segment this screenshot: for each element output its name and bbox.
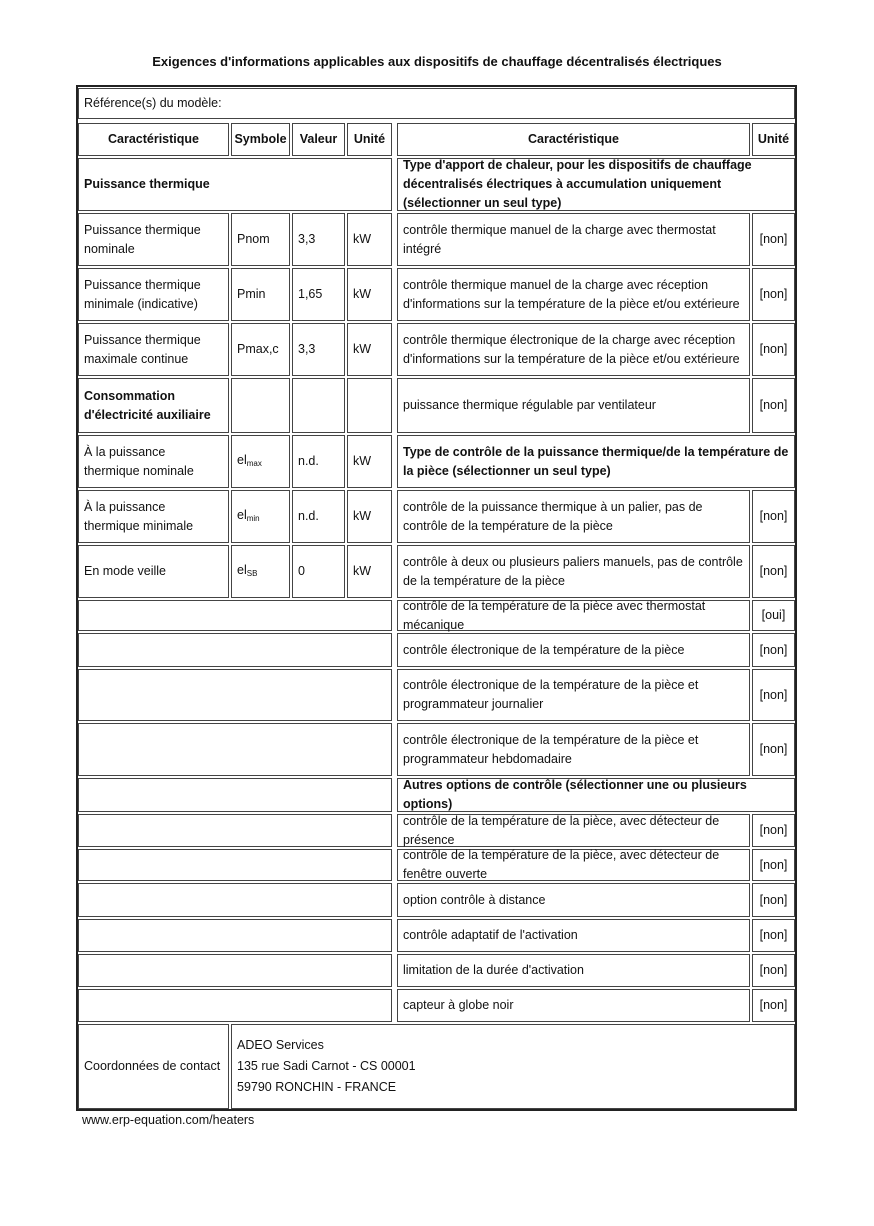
- right-row-unit: [non]: [752, 849, 795, 881]
- left-header-unit: Unité: [347, 123, 392, 156]
- footer-url-link[interactable]: www.erp-equation.com/heaters: [82, 1113, 255, 1127]
- row-unit-pmaxc: kW: [347, 323, 392, 376]
- row-unit-elmin: kW: [347, 490, 392, 543]
- row-symbol-pnom: Pnom: [231, 213, 290, 266]
- row-label-pmin: Puissance thermique minimale (indicative): [78, 268, 229, 321]
- right-row-label: option contrôle à distance: [397, 883, 750, 917]
- empty-left-cell: [78, 919, 392, 952]
- contact-address: [231, 1024, 795, 1109]
- empty-left-cell: [78, 849, 392, 881]
- section-control-type: Type de contrôle de la puissance thermique/de la température de la pièce (sélectionner un seul type): [397, 435, 795, 488]
- right-row-label: contrôle à deux ou plusieurs paliers manuels, pas de contrôle de la température de la pièce: [397, 545, 750, 598]
- empty-left-cell: [78, 723, 392, 776]
- left-header-symbol: Symbole: [231, 123, 290, 156]
- section-aux-consumption: Consommation d'électricité auxiliaire: [78, 378, 229, 433]
- row-label-elmax: À la puissance thermique nominale: [78, 435, 229, 488]
- row-symbol-pmaxc: Pmax,c: [231, 323, 290, 376]
- left-header-characteristic: Caractéristique: [78, 123, 229, 156]
- empty-left-cell: [78, 778, 392, 812]
- contact-company: ADEO Services: [237, 1038, 324, 1052]
- section-heat-output: Puissance thermique: [78, 158, 392, 211]
- row-symbol-elsb: [231, 545, 290, 598]
- row-symbol-pmin: Pmin: [231, 268, 290, 321]
- row-unit-elmax: kW: [347, 435, 392, 488]
- contact-street: 135 rue Sadi Carnot - CS 00001: [237, 1059, 416, 1073]
- empty-left-cell: [78, 669, 392, 721]
- empty-cell: [292, 378, 345, 433]
- contact-label: Coordonnées de contact: [78, 1024, 229, 1109]
- right-row-label: contrôle électronique de la température de la pièce et programmateur journalier: [397, 669, 750, 721]
- row-label-elsb: En mode veille: [78, 545, 229, 598]
- empty-left-cell: [78, 989, 392, 1022]
- right-row-unit: [non]: [752, 883, 795, 917]
- right-row-unit: [non]: [752, 723, 795, 776]
- row-value-elmax: n.d.: [292, 435, 345, 488]
- symbol-subscript: max: [246, 458, 262, 468]
- row-label-pnom: Puissance thermique nominale: [78, 213, 229, 266]
- row-value-pmin: 1,65: [292, 268, 345, 321]
- right-row-unit: [non]: [752, 378, 795, 433]
- empty-cell: [347, 378, 392, 433]
- right-row-unit: [non]: [752, 213, 795, 266]
- right-row-unit: [non]: [752, 989, 795, 1022]
- right-row-unit: [non]: [752, 490, 795, 543]
- row-symbol-elmin: [231, 490, 290, 543]
- right-row-label: contrôle adaptatif de l'activation: [397, 919, 750, 952]
- section-heat-input-type: Type d'apport de chaleur, pour les dispositifs de chauffage décentralisés électriques à accumulation uniquement (sélectionner un seul type): [397, 158, 795, 211]
- right-header-unit: Unité: [752, 123, 795, 156]
- right-row-unit: [non]: [752, 669, 795, 721]
- left-header-value: Valeur: [292, 123, 345, 156]
- right-row-label: contrôle de la température de la pièce, avec détecteur de fenêtre ouverte: [397, 849, 750, 881]
- empty-cell: [231, 378, 290, 433]
- right-row-label: contrôle thermique manuel de la charge avec thermostat intégré: [397, 213, 750, 266]
- model-reference-label: Référence(s) du modèle:: [78, 88, 795, 119]
- row-symbol-elmax: [231, 435, 290, 488]
- right-row-label: contrôle de la température de la pièce, avec détecteur de présence: [397, 814, 750, 847]
- right-row-unit: [non]: [752, 323, 795, 376]
- right-row-label: limitation de la durée d'activation: [397, 954, 750, 987]
- symbol-base: el: [237, 452, 247, 467]
- row-unit-elsb: kW: [347, 545, 392, 598]
- symbol-base: el: [237, 507, 247, 522]
- empty-left-cell: [78, 600, 392, 631]
- row-value-elmin: n.d.: [292, 490, 345, 543]
- right-row-label: capteur à globe noir: [397, 989, 750, 1022]
- symbol-subscript: min: [246, 513, 260, 523]
- row-value-elsb: 0: [292, 545, 345, 598]
- right-row-label: contrôle de la température de la pièce avec thermostat mécanique: [397, 600, 750, 631]
- right-row-label: contrôle thermique manuel de la charge avec réception d'informations sur la température de la pièce et/ou extérieure: [397, 268, 750, 321]
- right-row-label: contrôle thermique électronique de la charge avec réception d'informations sur la température de la pièce et/ou extérieure: [397, 323, 750, 376]
- contact-city: 59790 RONCHIN - FRANCE: [237, 1080, 397, 1094]
- row-value-pnom: 3,3: [292, 213, 345, 266]
- right-row-unit: [non]: [752, 268, 795, 321]
- empty-left-cell: [78, 633, 392, 667]
- empty-left-cell: [78, 883, 392, 917]
- right-row-unit: [non]: [752, 633, 795, 667]
- right-row-unit: [non]: [752, 814, 795, 847]
- right-row-unit: [non]: [752, 545, 795, 598]
- right-row-unit: [oui]: [752, 600, 795, 631]
- right-row-label: contrôle électronique de la température de la pièce: [397, 633, 750, 667]
- empty-left-cell: [78, 954, 392, 987]
- right-row-unit: [non]: [752, 919, 795, 952]
- row-unit-pnom: kW: [347, 213, 392, 266]
- right-row-label: contrôle de la puissance thermique à un palier, pas de contrôle de la température de la pièce: [397, 490, 750, 543]
- symbol-subscript: SB: [246, 568, 258, 578]
- row-label-elmin: À la puissance thermique minimale: [78, 490, 229, 543]
- right-row-unit: [non]: [752, 954, 795, 987]
- section-other-options: Autres options de contrôle (sélectionner une ou plusieurs options): [397, 778, 795, 812]
- empty-left-cell: [78, 814, 392, 847]
- row-label-pmaxc: Puissance thermique maximale continue: [78, 323, 229, 376]
- row-value-pmaxc: 3,3: [292, 323, 345, 376]
- right-row-label: puissance thermique régulable par ventilateur: [397, 378, 750, 433]
- right-row-label: contrôle électronique de la température de la pièce et programmateur hebdomadaire: [397, 723, 750, 776]
- row-unit-pmin: kW: [347, 268, 392, 321]
- symbol-base: el: [237, 562, 247, 577]
- right-header-characteristic: Caractéristique: [397, 123, 750, 156]
- page-title: Exigences d'informations applicables aux dispositifs de chauffage décentralisés électriques: [152, 54, 722, 69]
